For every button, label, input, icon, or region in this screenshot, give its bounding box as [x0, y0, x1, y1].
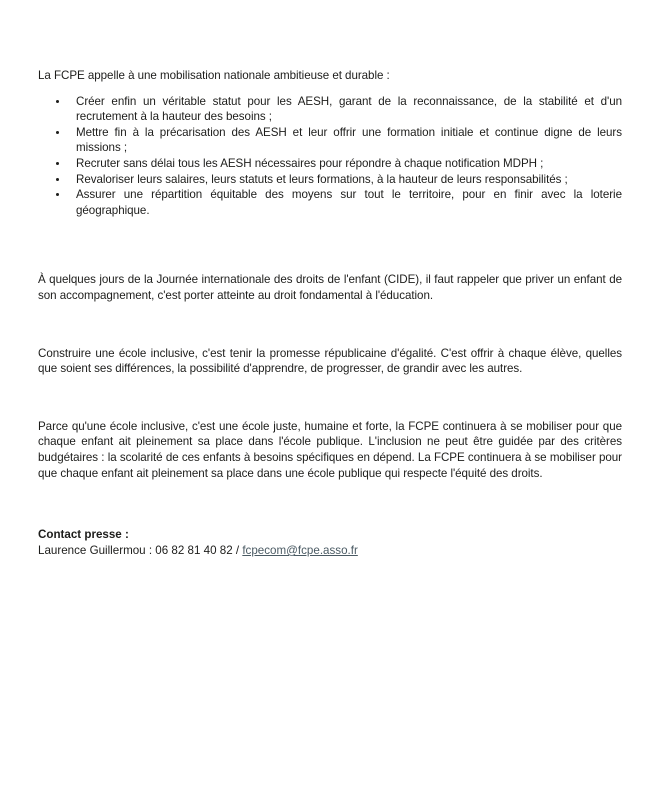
- spacer: [38, 304, 622, 346]
- bullet-point-icon: [56, 193, 59, 196]
- list-item-text: Revaloriser leurs salaires, leurs statuts et leurs formations, à la hauteur de leurs responsabilités ;: [76, 172, 568, 186]
- spacer: [38, 218, 622, 272]
- list-item: [38, 156, 622, 172]
- list-item: [38, 94, 622, 125]
- list-item: [38, 172, 622, 188]
- contact-separator: /: [235, 544, 243, 558]
- list-item: [38, 187, 622, 218]
- bullet-point-icon: [56, 100, 59, 103]
- contact-email-link[interactable]: fcpecom@fcpe.asso.fr: [242, 544, 358, 558]
- bullet-point-icon: [56, 131, 59, 134]
- bullet-point-icon: [56, 162, 59, 165]
- spacer: [38, 481, 622, 527]
- document-content: [38, 68, 622, 559]
- list-item-text: Créer enfin un véritable statut pour les AESH, garant de la reconnaissance, de la stabilité et d'un recrutement à la hauteur des besoins ;: [76, 94, 622, 124]
- bullet-point-icon: [56, 178, 59, 181]
- list-item: [38, 125, 622, 156]
- intro-paragraph: La FCPE appelle à une mobilisation nationale ambitieuse et durable :: [38, 69, 390, 82]
- list-item-text: Mettre fin à la précarisation des AESH et leur offrir une formation initiale et continue digne de leurs missions ;: [76, 125, 622, 155]
- contact-name-phone: Laurence Guillermou : 06 82 81 40 82: [38, 544, 236, 558]
- list-item-text: Assurer une répartition équitable des moyens sur tout le territoire, pour en finir avec la loterie géographique.: [76, 188, 622, 217]
- paragraph-ecole-inclusive: Construire une école inclusive, c'est tenir la promesse républicaine d'égalité. C'est offrir à chaque élève, quelles que soient ses différences, la possibilité d'apprendre, de progresser, de grandir avec les autres.: [38, 346, 622, 376]
- spacer: [38, 377, 622, 419]
- paragraph-cide: À quelques jours de la Journée internationale des droits de l'enfant (CIDE), il faut rappeler que priver un enfant de son accompagnement, c'est porter atteinte au droit fondamental à l'éducation.: [38, 273, 622, 302]
- contact-heading: Contact presse :: [38, 528, 129, 542]
- list-item-text: Recruter sans délai tous les AESH nécessaires pour répondre à chaque notification MDPH ;: [76, 156, 544, 170]
- paragraph-mobilisation: Parce qu'une école inclusive, c'est une école juste, humaine et forte, la FCPE continuera à se mobiliser pour que chaque enfant ait pleinement sa place dans l'école publique. L'inclusion ne peut être guidée par des critères budgétaires : la scolarité de ces enfants à besoins spécifiques en dépend. La FCPE continuera à se mobiliser pour que chaque enfant ait pleinement sa place dans une école publique qui respecte l'équité des droits.: [38, 419, 622, 480]
- demands-list: [38, 94, 622, 219]
- contact-details: [38, 543, 622, 559]
